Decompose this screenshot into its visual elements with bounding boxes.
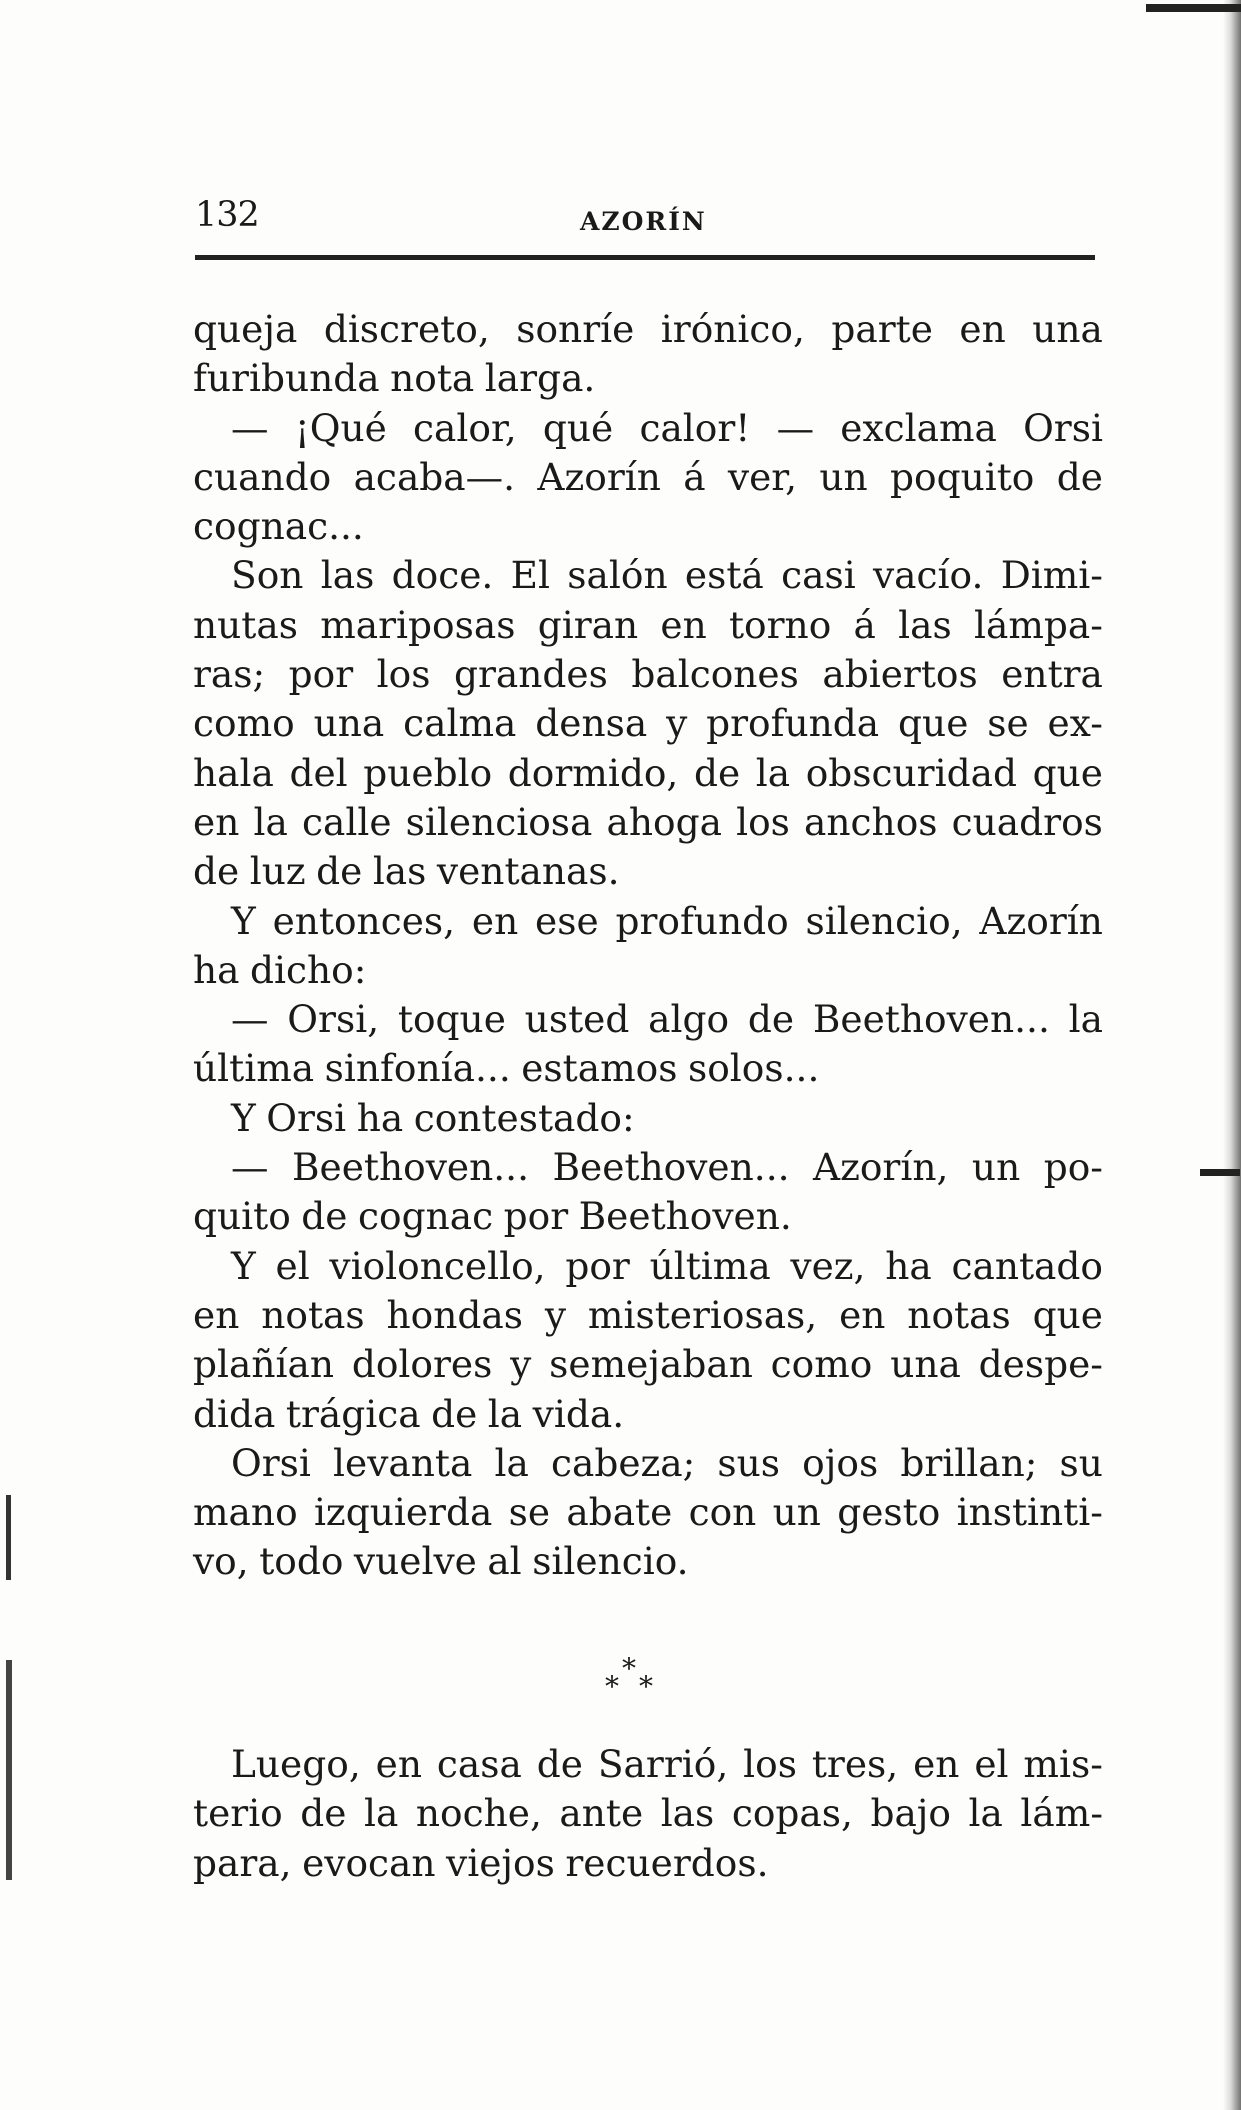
asterism-star: * bbox=[622, 1652, 636, 1685]
text-line: Luego, en casa de Sarrió, los tres, en el mis- bbox=[231, 1742, 1103, 1786]
asterism-star: * bbox=[605, 1670, 619, 1703]
text-line: — Beethoven... Beethoven... Azorín, un po- bbox=[231, 1145, 1103, 1190]
text-line: ras; por los grandes balcones abiertos entra bbox=[193, 652, 1103, 697]
scan-edge-mark bbox=[6, 1495, 11, 1580]
asterism-star: * bbox=[639, 1670, 653, 1703]
text-line: — Orsi, toque usted algo de Beethoven... la bbox=[231, 997, 1103, 1042]
text-line: plañían dolores y semejaban como una despe- bbox=[193, 1342, 1103, 1387]
scan-edge-mark bbox=[6, 1660, 12, 1880]
text-line: cognac... bbox=[193, 504, 364, 549]
text-line: queja discreto, sonríe irónico, parte en una bbox=[193, 307, 1103, 351]
text-line: para, evocan viejos recuerdos. bbox=[193, 1840, 769, 1885]
text-line: terio de la noche, ante las copas, bajo la lám- bbox=[193, 1791, 1103, 1836]
text-line: como una calma densa y profunda que se ex- bbox=[193, 701, 1103, 746]
header-rule bbox=[195, 255, 1095, 260]
text-line: nutas mariposas giran en torno á las lámpa- bbox=[193, 602, 1103, 647]
page-header bbox=[195, 195, 1095, 245]
text-line: Orsi levanta la cabeza; sus ojos brillan; su bbox=[231, 1440, 1103, 1485]
scan-edge-mark bbox=[1146, 4, 1241, 12]
asterism-separator bbox=[605, 1652, 665, 1712]
scan-edge-mark bbox=[1200, 1169, 1240, 1176]
text-line: Y entonces, en ese profundo silencio, Azorín bbox=[231, 898, 1103, 943]
text-line: en notas hondas y misteriosas, en notas que bbox=[193, 1292, 1103, 1337]
text-line: mano izquierda se abate con un gesto instinti- bbox=[193, 1490, 1103, 1535]
text-line: de luz de las ventanas. bbox=[193, 849, 620, 894]
main-text bbox=[193, 305, 1103, 1587]
text-line: ha dicho: bbox=[193, 947, 367, 992]
text-line: furibunda nota larga. bbox=[193, 356, 596, 401]
text-line: dida trágica de la vida. bbox=[193, 1391, 625, 1436]
text-line: cuando acaba—. Azorín á ver, un poquito de bbox=[193, 454, 1103, 499]
text-line: última sinfonía... estamos solos... bbox=[193, 1046, 820, 1091]
text-line: hala del pueblo dormido, de la obscuridad que bbox=[193, 750, 1103, 795]
closing-paragraph bbox=[193, 1740, 1103, 1888]
text-line: — ¡Qué calor, qué calor! — exclama Orsi bbox=[231, 405, 1103, 450]
text-line: en la calle silenciosa ahoga los anchos cuadros bbox=[193, 799, 1103, 844]
text-line: Y el violoncello, por última vez, ha cantado bbox=[231, 1243, 1103, 1288]
running-title: AZORÍN bbox=[580, 207, 707, 236]
page-number: 132 bbox=[195, 195, 259, 235]
scan-edge-shadow bbox=[1223, 0, 1241, 2110]
text-line: Son las doce. El salón está casi vacío. Dimi- bbox=[231, 553, 1103, 598]
text-line: quito de cognac por Beethoven. bbox=[193, 1194, 792, 1239]
text-line: vo, todo vuelve al silencio. bbox=[193, 1539, 689, 1584]
text-line: Y Orsi ha contestado: bbox=[231, 1095, 635, 1140]
